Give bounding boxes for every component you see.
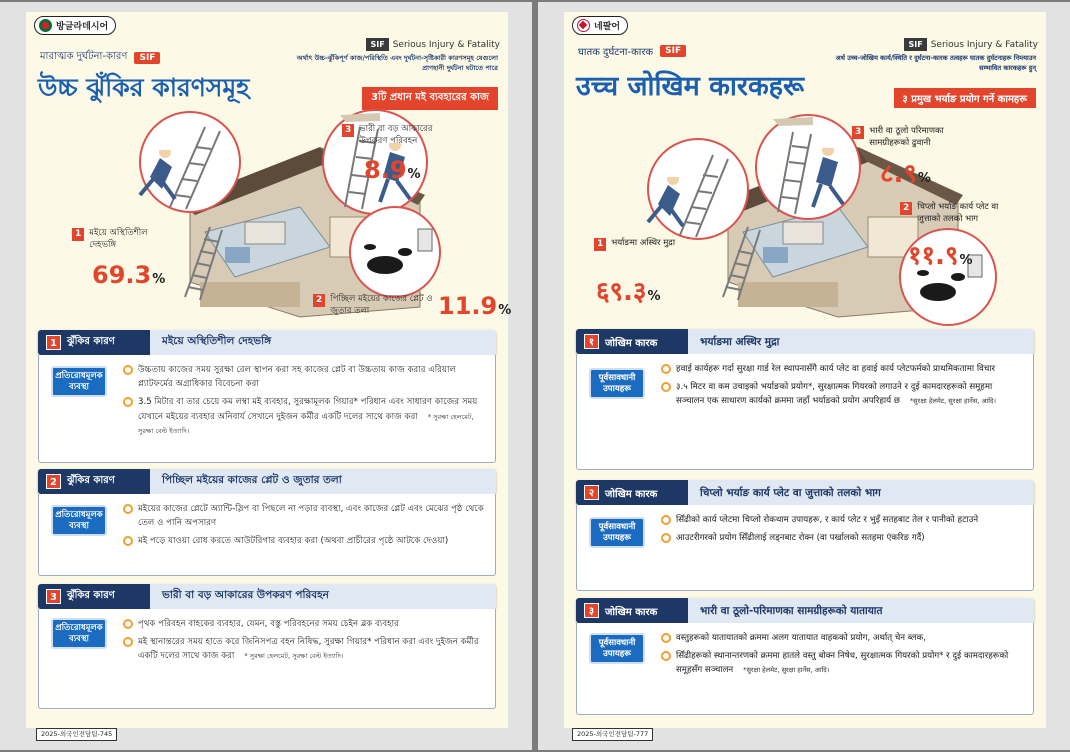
bullet-icon (661, 633, 671, 643)
percent-unit: % (152, 272, 166, 287)
list-item (661, 380, 1023, 408)
section-title: भारी वा ठूलो-परिमाणका सामग्रीहरूको यातायात (688, 598, 1034, 623)
risk-percent-2 (908, 236, 972, 272)
risk-label-2 (313, 294, 433, 318)
list-item (123, 502, 485, 530)
sif-legend (904, 38, 1038, 51)
section-tag-label: जोखिम कारक (605, 488, 658, 500)
bullet-icon (123, 619, 133, 629)
list-item (661, 513, 1023, 527)
section-header (38, 330, 496, 355)
list-item-text: পৃথক পরিবহন বাহকের ব্যবহার, যেমন, বস্তু পরিবহনের সময় চেইন ব্লক ব্যবহার (138, 619, 399, 629)
section-tag-label: जोखिम कारक (605, 337, 658, 349)
section-tag (38, 584, 150, 609)
risk-section-3 (38, 584, 496, 709)
risk-percent-1 (596, 272, 660, 308)
bullet-icon (661, 364, 671, 374)
measure-list (123, 502, 485, 553)
risk-section-2 (38, 469, 496, 576)
risk-section-2 (576, 480, 1034, 591)
section-header (38, 469, 496, 494)
section-header (576, 598, 1034, 623)
section-header (38, 584, 496, 609)
top-banner: ३ प्रमुख भर्याङ प्रयोग गर्ने कामहरू (894, 88, 1036, 108)
percent-unit: % (647, 289, 661, 304)
risk-section-3 (576, 598, 1034, 715)
list-item-text (676, 649, 1023, 677)
percent-value: ६९.३ (596, 277, 647, 307)
risk-section-1 (38, 330, 496, 463)
percent-unit: % (959, 253, 973, 268)
sif-label: SIF (904, 38, 926, 51)
bullet-icon (123, 536, 133, 546)
list-item (661, 649, 1023, 677)
section-title: चिप्लो भर्याङ कार्य प्लेट वा जुत्ताको तलको भाग (688, 480, 1034, 505)
subtitle-text: घातक दुर्घटना-कारक (578, 47, 654, 58)
risk-percent-2 (438, 292, 511, 320)
list-item-text (676, 380, 1023, 408)
page-title: উচ্চ ঝুঁকির কারণসমূহ (38, 73, 250, 102)
risk-label-2 (900, 202, 1015, 226)
page-title: उच्च जोखिम कारकहरू (576, 71, 804, 102)
list-item-text: মই পড়ে যাওয়া রোধ করতে আউটরিগার ব্যবহার করা (অথবা প্রাচীরের পৃষ্ঠে আটকে দেওয়া) (138, 536, 449, 547)
section-tag-label: ঝুঁকির কারণ (67, 590, 115, 601)
risk-label-1 (594, 238, 694, 251)
list-item (661, 362, 1023, 376)
bullet-icon (123, 637, 133, 647)
risk-number: 1 (72, 228, 84, 241)
measure-list (123, 363, 485, 442)
risk-number: 3 (342, 124, 354, 137)
subtitle (578, 44, 686, 58)
risk-label-1 (72, 228, 172, 252)
sif-label: SIF (366, 38, 388, 51)
bullet-icon (661, 533, 671, 543)
risk-text: পিচ্ছিল মইয়ের কাজের প্লেট ও জুতার তলা (330, 294, 433, 316)
section-body (38, 609, 496, 709)
sif-full-name: Serious Injury & Fatality (930, 39, 1038, 50)
list-item-text (138, 635, 485, 663)
measures-badge: पूर्वसावधानी उपायहरू (589, 368, 645, 399)
left-page (0, 2, 532, 750)
measures-badge: প্রতিরোধমূলক ব্যবস্থা (51, 618, 107, 649)
section-body (38, 355, 496, 463)
list-item-text: आउटरीगरको प्रयोग सिँढीलाई लड्नबाट रोक्न (वा पर्खालको सतहमा एंकरिङ गर्दै) (676, 533, 925, 544)
section-title: भर्याङमा अस्थिर मुद्रा (688, 329, 1034, 354)
list-item (123, 617, 485, 631)
right-page (538, 2, 1070, 750)
section-tag-label: ঝুঁকির কারণ (67, 336, 115, 347)
language-label: 네팔어 (594, 22, 621, 32)
measures-badge: पूर्वसावधानी उपायहरू (589, 517, 645, 548)
list-item-text: উচ্চতায় কাজের সময় সুরক্ষা রেল স্থাপন করা সহ কাজের প্লেট বা উচ্চতায় কাজ করার এরিয়াল প্ল্যাটফর্মের অগ্রাধিকার বিবেচনা করা (138, 365, 456, 390)
bullet-icon (661, 515, 671, 525)
risk-number: 3 (852, 126, 864, 139)
footnote: * সুরক্ষা হেলমেট, সুরক্ষা বেল্ট ইত্যাদি। (244, 652, 344, 661)
section-tag (576, 329, 688, 354)
sif-description: অর্থাৎ উচ্চ-ঝুঁকিপূর্ণ কাজ/পরিস্থিতি এবং দুর্ঘটনা-সৃষ্টিকারী কারণসমূহ যেগুলো প্রাণহানী দুর্ঘটনা ঘটাতে পারে (296, 54, 498, 72)
document-code: 2025-외국인전담팀-745 (36, 728, 117, 741)
bullet-icon (123, 504, 133, 514)
top-banner: 3টি প্রধান মই ব্যবহারের কাজ (362, 87, 498, 110)
section-tag (576, 598, 688, 623)
measures-badge: প্রতিরোধমূলক ব্যবস্থা (51, 366, 107, 397)
list-item-text-main: ३.५ मिटर वा कम उचाइको भर्याङको प्रयोग*, सुरक्षात्मक गियरको लगाउने र दुई कामदारहरूको समूहमा सञ्चालन एक साधारण कार्यको क्रममा जहाँ भर्याङको प्रयोग अपरिहार्य छ (676, 382, 993, 407)
list-item-text-main: सिँढीहरूको स्थानान्तरणको क्रममा हातले वस्तु बोक्न निषेध, सुरक्षात्मक गियरको प्रयोग* र दुई कामदारहरूको समूहसँग सञ्चालन (676, 651, 1009, 676)
subtitle (40, 49, 160, 66)
footnote: *सुरक्षा हेलमेट, सुरक्षा हार्नेस, आदि। (909, 397, 996, 406)
sif-tag: SIF (134, 52, 160, 64)
percent-value: ८.९ (880, 159, 917, 189)
sif-description: अर्थ उच्च-जोखिम कार्य/स्थिति र दुर्घटना-कारक तत्वहरू घातक दुर्घटनाहरू निम्त्याउन सम्भावित कारकहरू हुन् (835, 54, 1036, 72)
risk-percent-3 (880, 154, 931, 190)
risk-label-3 (852, 126, 967, 150)
percent-value: ११.९ (908, 241, 959, 271)
risk-text: মইয়ে অস্থিতিশীল দেহভঙ্গি (89, 228, 148, 250)
subtitle-text: মারাত্মক দুর্ঘটনা-কারণ (40, 51, 128, 62)
section-body (38, 494, 496, 576)
footnote: *सुरक्षा हेलमेट, सुरक्षा हार्नेस, आदि। (743, 666, 830, 675)
bullet-icon (661, 382, 671, 392)
list-item (123, 363, 485, 391)
bullet-icon (123, 365, 133, 375)
sif-legend (366, 38, 500, 51)
section-header (576, 480, 1034, 505)
list-item (661, 531, 1023, 545)
percent-unit: % (407, 167, 421, 182)
list-item-text-main: 3.5 মিটার বা তার চেয়ে কম লম্বা মই ব্যবহার, সুরক্ষামূলক গিয়ার* পরিধান এবং সাধারণ কাজের সময় যেখানে মইয়ের ব্যবহার অনিবার্য সেখানে দুইজন কর্মীর একটি দলের সাথে কাজ করা (138, 397, 478, 422)
list-item (123, 534, 485, 548)
list-item (123, 635, 485, 663)
risk-text: भारी वा ठूलो परिमाणका सामग्रीहरूको ढुवानी (869, 126, 944, 148)
risk-percent-3 (364, 156, 421, 184)
percent-unit: % (498, 303, 512, 318)
risk-section-1 (576, 329, 1034, 470)
percent-value: 8.9 (364, 156, 407, 184)
section-number: ३ (584, 603, 599, 618)
section-tag (38, 469, 150, 494)
section-number: २ (584, 485, 599, 500)
section-tag (38, 330, 150, 355)
risk-percent-1 (92, 261, 165, 289)
list-item (123, 395, 485, 438)
footnote: * সুরক্ষা হেলমেট, সুরক্ষা বেল্ট ইত্যাদি। (138, 412, 474, 435)
risk-number: 2 (900, 202, 912, 215)
bangladesh-flag-icon (39, 19, 52, 32)
sif-full-name: Serious Injury & Fatality (392, 39, 500, 50)
bullet-icon (123, 397, 133, 407)
section-body (576, 354, 1034, 470)
list-item-text-main: মই স্থানান্তরের সময় হাতে করে জিনিসপত্র বহন নিষিদ্ধ, সুরক্ষা গিয়ার* পরিধান করা এবং দুইজন কর্মীর একটি দলের সাথে কাজ করা (138, 637, 479, 662)
measure-list (661, 631, 1023, 682)
measure-list (661, 513, 1023, 549)
section-number: 2 (46, 474, 61, 489)
sif-tag: SIF (660, 45, 686, 57)
section-title: ভারী বা বড় আকারের উপকরণ পরিবহন (150, 584, 496, 609)
section-number: 3 (46, 589, 61, 604)
language-label: 방글라데시어 (56, 22, 109, 32)
section-tag (576, 480, 688, 505)
nepal-flag-icon (577, 19, 590, 32)
measures-badge: প্রতিরোধমূলক ব্যবস্থা (51, 505, 107, 536)
percent-unit: % (917, 171, 931, 186)
section-title: মইয়ে অস্থিতিশীল দেহভঙ্গি (150, 330, 496, 355)
section-title: পিচ্ছিল মইয়ের কাজের প্লেট ও জুতার তলা (150, 469, 496, 494)
measure-list (661, 362, 1023, 413)
risk-text: भर्याङमा अस्थिर मुद्रा (611, 238, 676, 248)
list-item-text: মইয়ের কাজের প্লেটে অ্যান্টি-স্লিপ বা পিছলে না পড়ার ব্যবস্থা, এবং কাজের প্লেট এবং মেঝের পৃষ্ঠ থেকে তেল ও পানি অপসারণ (138, 504, 484, 529)
list-item (661, 631, 1023, 645)
risk-text: चिप्लो भर्याङ कार्य प्लेट वा जुत्ताको तलको भाग (917, 202, 999, 224)
list-item-text: वस्तुहरूको यातायातको क्रममा अलग यातायात वाहकको प्रयोग, अर्थात् चेन ब्लक, (676, 633, 926, 643)
section-tag-label: जोखिम कारक (605, 606, 658, 618)
percent-value: 11.9 (438, 292, 498, 320)
section-number: 1 (46, 335, 61, 350)
risk-number: 1 (594, 238, 606, 251)
risk-text: ভারী বা বড় আকারের উপকরণ পরিবহন (359, 124, 433, 146)
section-body (576, 505, 1034, 591)
section-number: १ (584, 334, 599, 349)
risk-label-3 (342, 124, 457, 148)
measures-badge: पूर्वसावधानी उपायहरू (589, 633, 645, 664)
measure-list (123, 617, 485, 668)
list-item-text: सिँढीको कार्य प्लेटमा चिप्लो रोकथाम उपायहरू, र कार्य प्लेट र भुइँ सतहबाट तेल र पानीको हटाउने (676, 515, 979, 525)
section-body (576, 623, 1034, 715)
list-item-text (138, 395, 485, 438)
document-code: 2025-외국인전담팀-777 (572, 728, 653, 741)
language-pill (34, 16, 116, 35)
list-item-text: हवाई कार्यहरू गर्दा सुरक्षा गार्ड रेल स्थापनासँगै कार्य प्लेट वा हवाई कार्य प्लेटफर्मको प्राथमिकतामा विचार (676, 364, 996, 374)
language-pill (572, 16, 628, 35)
percent-value: 69.3 (92, 261, 152, 289)
risk-number: 2 (313, 294, 325, 307)
bullet-icon (661, 651, 671, 661)
section-header (576, 329, 1034, 354)
section-tag-label: ঝুঁকির কারণ (67, 475, 115, 486)
